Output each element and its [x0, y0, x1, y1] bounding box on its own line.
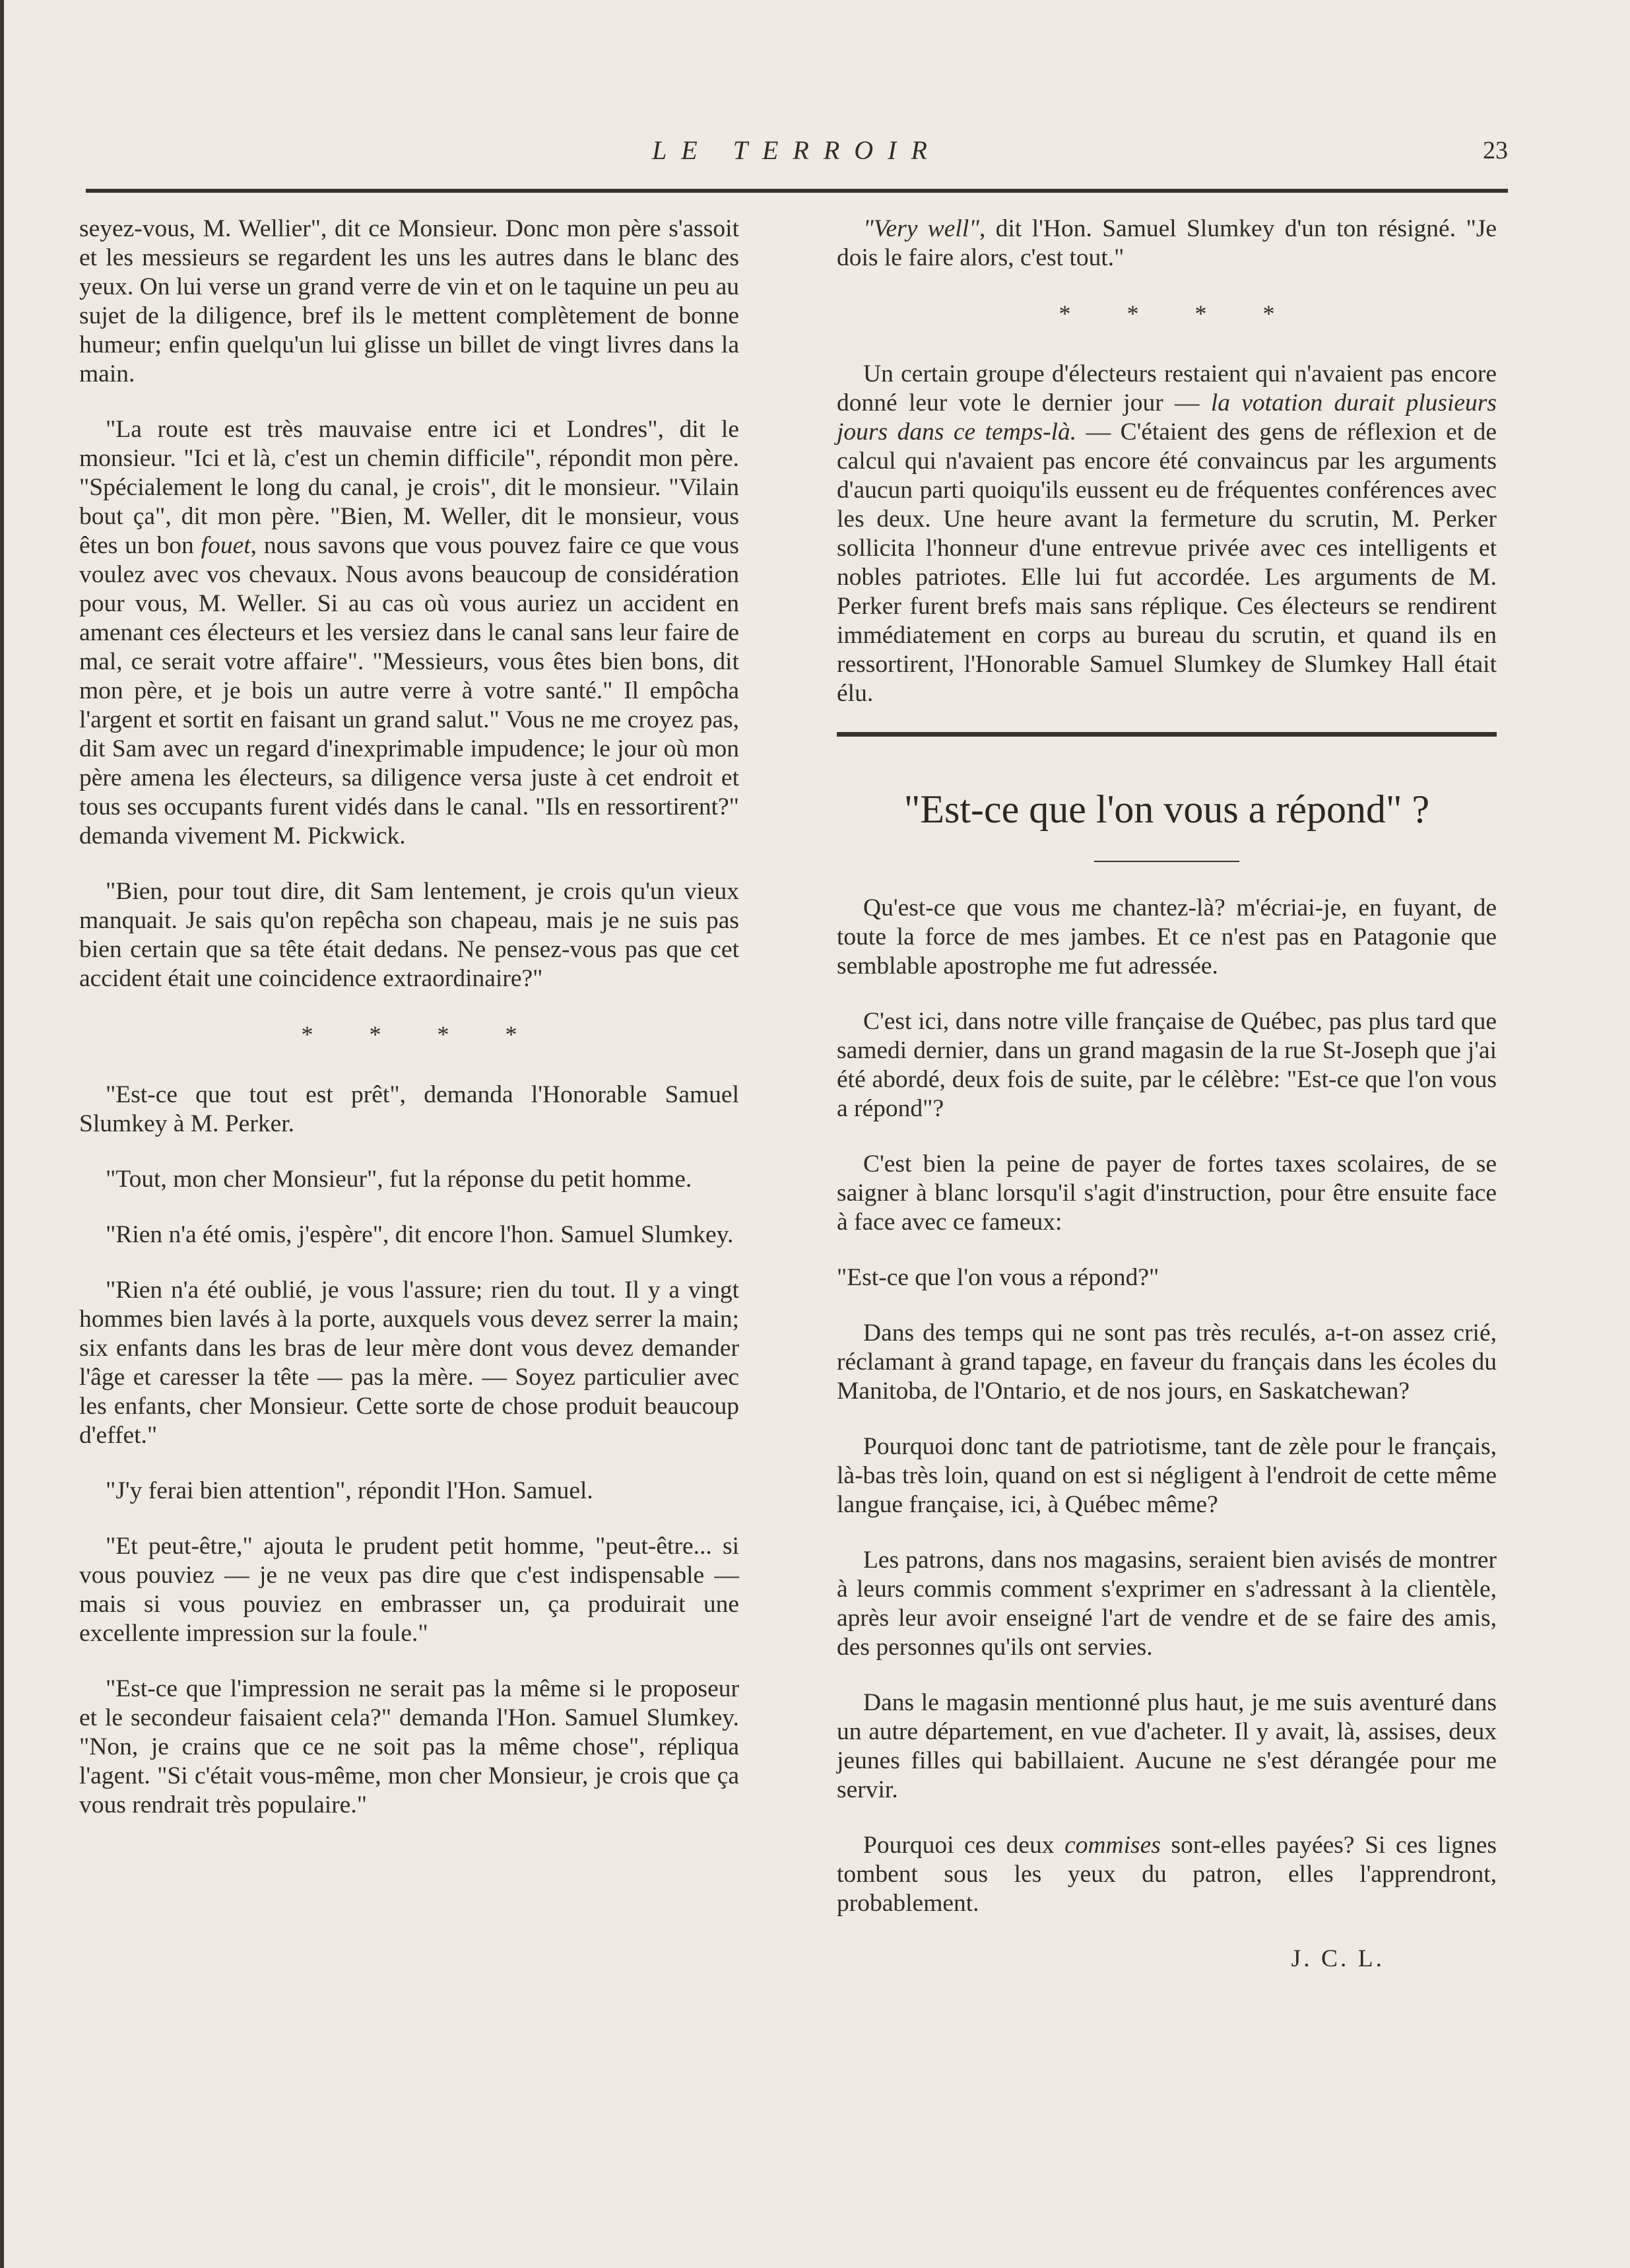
paragraph: "Et peut-être," ajouta le prudent petit homme, "peut-être... si vous pouviez — je ne veux pas dire que c'est indispensable — mais si vous pouviez en embrasser un, ça produirait une excellente impression sur la foule."	[79, 1533, 739, 1647]
paragraph	[837, 360, 1497, 708]
paragraph-text: "La route est très mauvaise entre ici et Londres", dit le monsieur. "Ici et là, c'est un chemin difficile", répondit mon père. "Spécialement le long du canal, je crois", dit le monsieur. "Vilain bout ça", dit mon père. "Bien, M. Weller, dit le monsieur, vous êtes un bon	[79, 416, 739, 559]
paragraph	[79, 415, 739, 851]
quote-line: "Est-ce que l'on vous a répond?"	[837, 1264, 1159, 1291]
paragraph: Les patrons, dans nos magasins, seraient bien avisés de montrer à leurs commis comment s'exprimer en s'adressant à la clientèle, après leur avoir enseigné l'art de vendre et de se faire des amis, des personnes qu'ils ont servies.	[837, 1547, 1497, 1661]
paragraph: "Est-ce que tout est prêt", demanda l'Honorable Samuel Slumkey à M. Perker.	[79, 1081, 739, 1137]
section-break-asterisks: * * * *	[1059, 300, 1300, 327]
author-signature: J. C. L.	[1291, 1945, 1385, 1972]
paragraph: "J'y ferai bien attention", répondit l'Hon. Samuel.	[106, 1477, 593, 1504]
page-binding-edge	[0, 0, 4, 2268]
italic-text: commises	[1064, 1832, 1161, 1859]
italic-text: la votation durait plusieurs jours dans ce temps-là.	[837, 389, 1497, 446]
paragraph-text: sont-elles payées? Si ces lignes tombent sous les yeux du patron, elles l'apprendront, probablement.	[837, 1832, 1497, 1917]
paragraph: "Bien, pour tout dire, dit Sam lentement, je crois qu'un vieux manquait. Je sais qu'on repêcha son chapeau, mais je ne suis pas bien certain que sa tête était dedans. Ne pensez-vous pas que cet accident était une coincidence extraordinaire?"	[79, 878, 739, 992]
paragraph: C'est bien la peine de payer de fortes taxes scolaires, de se saigner à blanc lorsqu'il s'agit d'instruction, pour être ensuite face à face avec ce fameux:	[837, 1151, 1497, 1236]
paragraph: Qu'est-ce que vous me chantez-là? m'écriai-je, en fuyant, de toute la force de mes jambes. Et ce n'est pas en Patagonie que semblable apostrophe me fut adressée.	[837, 894, 1497, 980]
paragraph: C'est ici, dans notre ville française de Québec, pas plus tard que samedi dernier, dans un grand magasin de la rue St-Joseph que j'ai été abordé, deux fois de suite, par le célèbre: "Est-ce que l'on vous a répond"?	[837, 1008, 1497, 1122]
paragraph	[837, 215, 1497, 273]
paragraph: Pourquoi donc tant de patriotisme, tant de zèle pour le français, là-bas très loin, quand on est si négligent à l'endroit de cette même langue française, ici, à Québec même?	[837, 1433, 1497, 1518]
header-rule	[86, 189, 1508, 193]
journal-title: LE TERROIR	[652, 135, 942, 165]
section-rule	[837, 732, 1497, 737]
paragraph-text: Pourquoi ces deux	[863, 1832, 1065, 1859]
running-head	[86, 131, 1508, 170]
paragraph: "Rien n'a été oublié, je vous l'assure; rien du tout. Il y a vingt hommes bien lavés à la porte, auxquels vous devez serrer la main; six enfants dans les bras de leur mère dont vous devez demander l'âge et caresser la tête — pas la mère. — Soyez particulier avec les enfants, cher Monsieur. Cette sorte de chose produit beaucoup d'effet."	[79, 1277, 739, 1449]
paragraph-text: Un certain groupe d'électeurs restaient qui n'avaient pas encore donné leur vote le dernier jour —	[837, 360, 1497, 417]
left-column	[79, 215, 739, 1820]
italic-text: fouet	[201, 532, 251, 559]
paragraph	[837, 1831, 1497, 1918]
title-rule	[1094, 861, 1239, 862]
paragraph-text: , nous savons que vous pouvez faire ce que vous voulez avec vos chevaux. Nous avons beaucoup de considération pour vous, M. Weller. Si au cas où vous auriez un accident en amenant ces électeurs et les versiez dans le canal sans leur faire de mal, ce serait votre affaire". "Messieurs, vous êtes bien bons, dit mon père, et je bois un autre verre à votre santé." Il empôcha l'argent et sortit en faisant un grand salut." Vous ne me croyez pas, dit Sam avec un regard d'inexprimable impudence; le jour où mon père amena les électeurs, sa diligence versa juste à cet endroit et tous ses occupants furent vidés dans le canal. "Ils en ressortirent?" demanda vivement M. Pickwick.	[79, 532, 739, 850]
paragraph: "Tout, mon cher Monsieur", fut la réponse du petit homme.	[106, 1166, 692, 1193]
paragraph: Dans des temps qui ne sont pas très reculés, a-t-on assez crié, réclamant à grand tapage, en faveur du français dans les écoles du Manitoba, de l'Ontario, et de nos jours, en Saskatchewan?	[837, 1319, 1497, 1405]
section-break-asterisks: * * * *	[301, 1021, 542, 1048]
paragraph-text: , dit l'Hon. Samuel Slumkey d'un ton résigné. "Je dois le faire alors, c'est tout."	[837, 215, 1497, 271]
paragraph: "Rien n'a été omis, j'espère", dit encore l'hon. Samuel Slumkey.	[106, 1221, 734, 1248]
article-title: "Est-ce que l'on vous a répond" ?	[903, 787, 1430, 831]
right-column	[837, 215, 1497, 2000]
paragraph-text: — C'étaient des gens de réflexion et de calcul qui n'avaient pas encore été convaincus par les arguments d'aucun parti quoiqu'ils eussent eu de fréquentes conférences avec les deux. Une heure avant la fermeture du scrutin, M. Perker sollicita l'honneur d'une entrevue privée avec ces intelligents et nobles patriotes. Elle lui fut accordée. Les arguments de M. Perker furent brefs mais sans réplique. Ces électeurs se rendirent immédiatement en corps au bureau du scrutin, et quand ils en ressortirent, l'Honorable Samuel Slumkey de Slumkey Hall était élu.	[837, 418, 1497, 707]
paragraph: seyez-vous, M. Wellier", dit ce Monsieur. Donc mon père s'assoit et les messieurs se regardent les uns les autres dans le blanc des yeux. On lui verse un grand verre de vin et on le taquine un peu au sujet de la diligence, bref ils le mettent complètement de bonne humeur; enfin quelqu'un lui glisse un billet de vingt livres dans la main.	[79, 215, 739, 387]
italic-text: "Very well"	[863, 215, 979, 242]
paragraph: Dans le magasin mentionné plus haut, je me suis aventuré dans un autre département, en vue d'acheter. Il y avait, là, assises, deux jeunes filles qui babillaient. Aucune ne s'est dérangée pour me servir.	[837, 1689, 1497, 1803]
page-number: 23	[1483, 137, 1508, 164]
paragraph: "Est-ce que l'impression ne serait pas la même si le proposeur et le secondeur faisaient cela?" demanda l'Hon. Samuel Slumkey. "Non, je crains que ce ne soit pas la même chose", répliqua l'agent. "Si c'était vous-même, mon cher Monsieur, je crois que ça vous rendrait très populaire."	[79, 1675, 739, 1818]
